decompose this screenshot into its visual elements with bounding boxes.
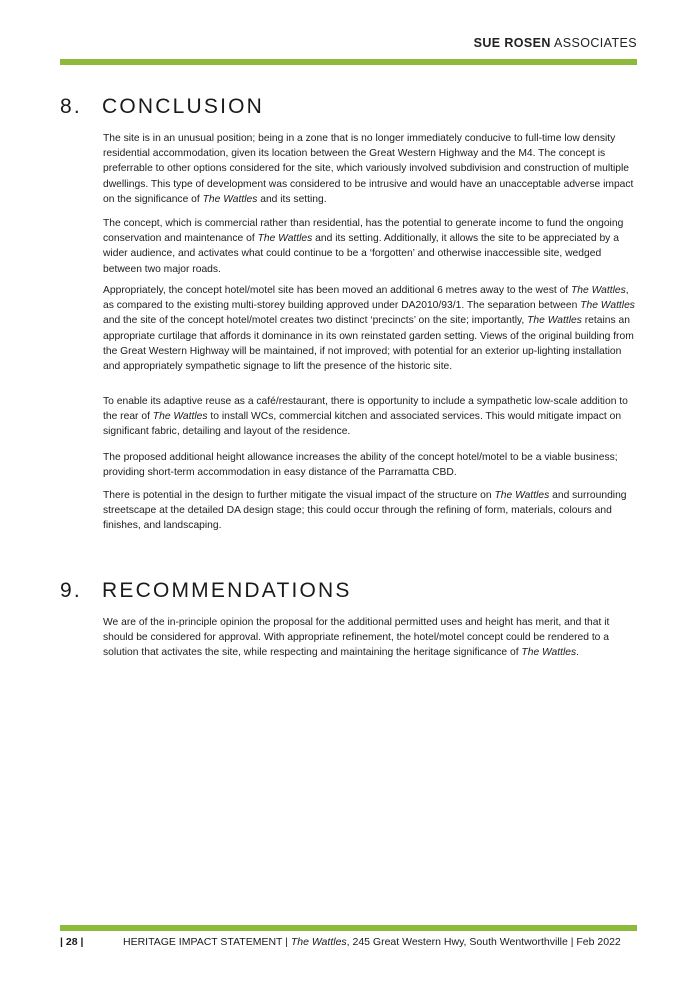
section-title: CONCLUSION <box>102 95 265 118</box>
section-title: RECOMMENDATIONS <box>102 579 352 602</box>
section-number: 9. <box>60 579 82 602</box>
brand-name-bold: SUE ROSEN <box>473 36 551 50</box>
brand-name-light: ASSOCIATES <box>554 36 637 50</box>
page-number: | 28 | <box>60 936 84 948</box>
paragraph: We are of the in-principle opinion the proposal for the additional permitted uses and height has merit, and that it should be considered for approval. With appropriate refinement, the hotel/motel concept could be rendered to a solution that activates the site, while respecting and maintaining the heritage significance of The Wattles. <box>103 617 610 659</box>
paragraph: There is potential in the design to further mitigate the visual impact of the structure on The Wattles and surrounding streetscape at the detailed DA design stage; this could occur through the refining of form, materials, colours and finishes, and landscaping. <box>103 490 627 532</box>
paragraph: Appropriately, the concept hotel/motel site has been moved an additional 6 metres away to the west of The Wattles, as compared to the existing multi-storey building approved under DA2010/93/1. The separation between The Wattles and the site of the concept hotel/motel creates two distinct ‘precincts’ on the site; importantly, The Wattles retains an appropriate curtilage that affords it dominance in its own reinstated garden setting. Views of the original building from the Great Western Highway will be maintained, if not improved; with potential for an exterior up-lighting installation and appropriately sympathetic signage to lift the presence of the historic site. <box>103 285 635 373</box>
paragraph: The site is in an unusual position; being in a zone that is no longer immediately conducive to full-time low density residential accommodation, given its location between the Great Western Highway and the M4. The concept is preferrable to other options considered for the site, which variously involved subdivision and construction of multiple dwellings. This type of development was considered to be intrusive and would have an unacceptable adverse impact on the significance of The Wattles and its setting. <box>103 133 634 205</box>
section-heading-conclusion <box>60 95 264 119</box>
brand-logo <box>474 36 637 50</box>
footer-rule <box>60 925 637 931</box>
section-heading-recommendations <box>60 579 352 603</box>
header-rule <box>60 59 637 65</box>
paragraph: The concept, which is commercial rather than residential, has the potential to generate income to fund the ongoing conservation and maintenance of The Wattles and its setting. Additionally, it allows the site to be appreciated by a wider audience, and activates what could continue to be a ‘forgotten’ and otherwise inaccessible site, wedged between two major roads. <box>103 218 624 275</box>
section-number: 8. <box>60 95 82 118</box>
paragraph: The proposed additional height allowance increases the ability of the concept hotel/motel to be a viable business; providing short-term accommodation in easy distance of the Parramatta CBD. <box>103 452 618 479</box>
footer-document-title: HERITAGE IMPACT STATEMENT | The Wattles, 245 Great Western Hwy, South Wentworthville | Feb 2022 <box>123 936 621 948</box>
paragraph: To enable its adaptive reuse as a café/restaurant, there is opportunity to include a sympathetic low-scale addition to the rear of The Wattles to install WCs, commercial kitchen and associated services. This would mitigate impact on significant fabric, detailing and layout of the residence. <box>103 396 628 438</box>
